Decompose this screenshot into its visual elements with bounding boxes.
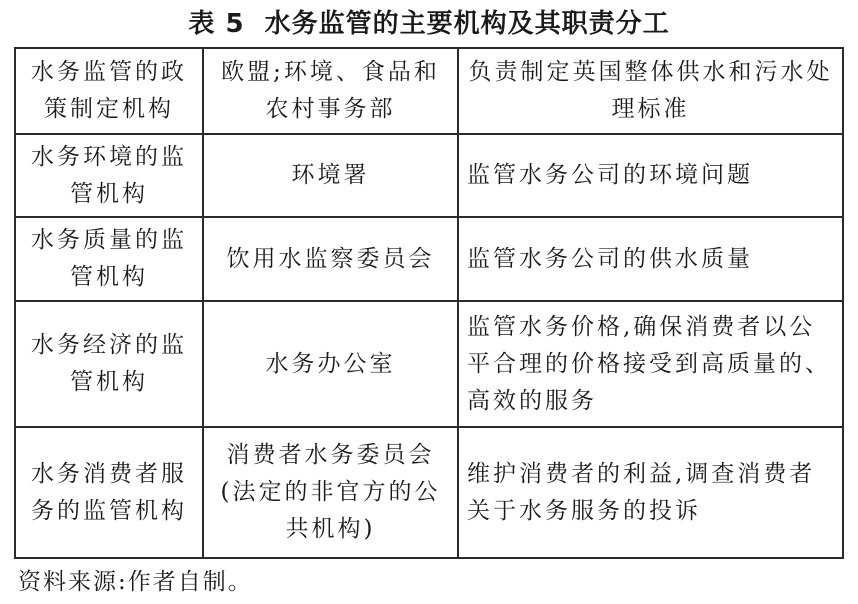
duty-cell: 负责制定英国整体供水和污水处理标准: [458, 48, 843, 134]
institution-cell: 消费者水务委员会(法定的非官方的公共机构): [203, 427, 458, 558]
category-cell: 水务环境的监管机构: [15, 134, 203, 217]
duty-cell: 监管水务价格,确保消费者以公平合理的价格接受到高质量的、高效的服务: [458, 301, 843, 427]
source-note: 资料来源:作者自制。: [18, 569, 253, 595]
table-row: [15, 427, 843, 558]
institution-cell: 饮用水监察委员会: [203, 217, 458, 301]
table-title-text: 水务监管的主要机构及其职责分工: [264, 9, 670, 39]
duty-cell: 监管水务公司的环境问题: [458, 134, 843, 217]
institution-cell: 水务办公室: [203, 301, 458, 427]
table-row: [15, 217, 843, 301]
table-row: [15, 301, 843, 427]
table-row: [15, 48, 843, 134]
duty-cell: 监管水务公司的供水质量: [458, 217, 843, 301]
institution-cell: 环境署: [203, 134, 458, 217]
table-row: [15, 134, 843, 217]
table-number: 表 5: [188, 9, 245, 39]
table-title: [0, 6, 858, 42]
category-cell: 水务质量的监管机构: [15, 217, 203, 301]
duty-cell: 维护消费者的利益,调查消费者关于水务服务的投诉: [458, 427, 843, 558]
category-cell: 水务监管的政策制定机构: [15, 48, 203, 134]
institution-cell: 欧盟;环境、食品和农村事务部: [203, 48, 458, 134]
responsibility-table: [14, 47, 844, 559]
category-cell: 水务消费者服务的监管机构: [15, 427, 203, 558]
category-cell: 水务经济的监管机构: [15, 301, 203, 427]
